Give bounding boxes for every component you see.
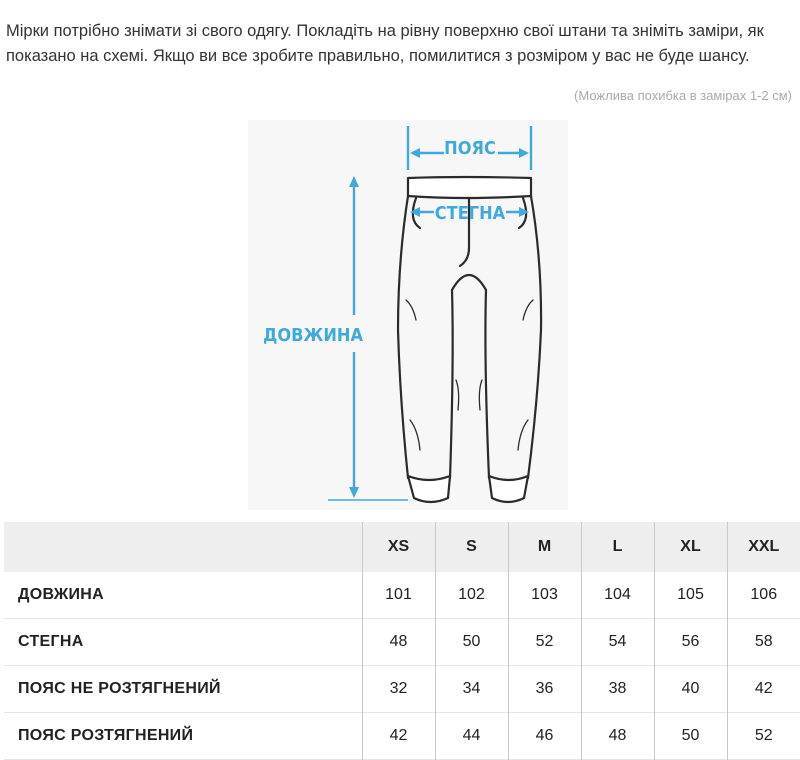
table-cell: 42 xyxy=(362,713,435,760)
table-cell: 52 xyxy=(508,619,581,666)
table-cell: 46 xyxy=(508,713,581,760)
table-cell: 103 xyxy=(508,572,581,619)
size-header-xl: XL xyxy=(654,522,727,572)
table-cell: 104 xyxy=(581,572,654,619)
table-row xyxy=(4,666,800,713)
measurement-tolerance-note: (Можлива похибка в замірах 1-2 см) xyxy=(574,88,792,103)
instructions-text: Мірки потрібно знімати зі свого одягу. Покладіть на рівну поверхню свої штани та зніміть заміри, як показано на схемі. Якщо ви все зробите правильно, помилитися з розміром у вас не буде шансу. xyxy=(6,21,764,65)
table-cell: 48 xyxy=(362,619,435,666)
size-header-s: S xyxy=(435,522,508,572)
table-cell: 44 xyxy=(435,713,508,760)
size-header-xs: XS xyxy=(362,522,435,572)
table-cell: 50 xyxy=(435,619,508,666)
size-header-corner xyxy=(4,522,362,572)
table-cell: 102 xyxy=(435,572,508,619)
table-cell: 52 xyxy=(727,713,800,760)
size-chart-table xyxy=(4,522,800,760)
size-header-m: M xyxy=(508,522,581,572)
row-label: СТЕГНА xyxy=(18,633,84,650)
pants-measurement-diagram xyxy=(248,120,568,510)
waist-label: ПОЯС xyxy=(444,138,496,159)
table-cell: 48 xyxy=(581,713,654,760)
table-row xyxy=(4,572,800,619)
table-cell: 32 xyxy=(362,666,435,713)
table-cell: 42 xyxy=(727,666,800,713)
table-cell: 36 xyxy=(508,666,581,713)
table-row xyxy=(4,713,800,760)
table-cell: 101 xyxy=(362,572,435,619)
table-cell: 34 xyxy=(435,666,508,713)
hips-label: СТЕГНА xyxy=(434,203,506,224)
table-cell: 105 xyxy=(654,572,727,619)
size-header-xxl: XXL xyxy=(727,522,800,572)
table-cell: 38 xyxy=(581,666,654,713)
table-cell: 58 xyxy=(727,619,800,666)
row-label: ПОЯС РОЗТЯГНЕНИЙ xyxy=(18,727,194,744)
table-cell: 40 xyxy=(654,666,727,713)
table-cell: 50 xyxy=(654,713,727,760)
table-row xyxy=(4,619,800,666)
table-cell: 106 xyxy=(727,572,800,619)
size-header-row xyxy=(4,522,800,572)
table-cell: 56 xyxy=(654,619,727,666)
table-cell: 54 xyxy=(581,619,654,666)
size-header-l: L xyxy=(581,522,654,572)
row-label: ПОЯС НЕ РОЗТЯГНЕНИЙ xyxy=(18,680,221,697)
length-label: ДОВЖИНА xyxy=(263,325,363,346)
row-label: ДОВЖИНА xyxy=(18,586,104,603)
